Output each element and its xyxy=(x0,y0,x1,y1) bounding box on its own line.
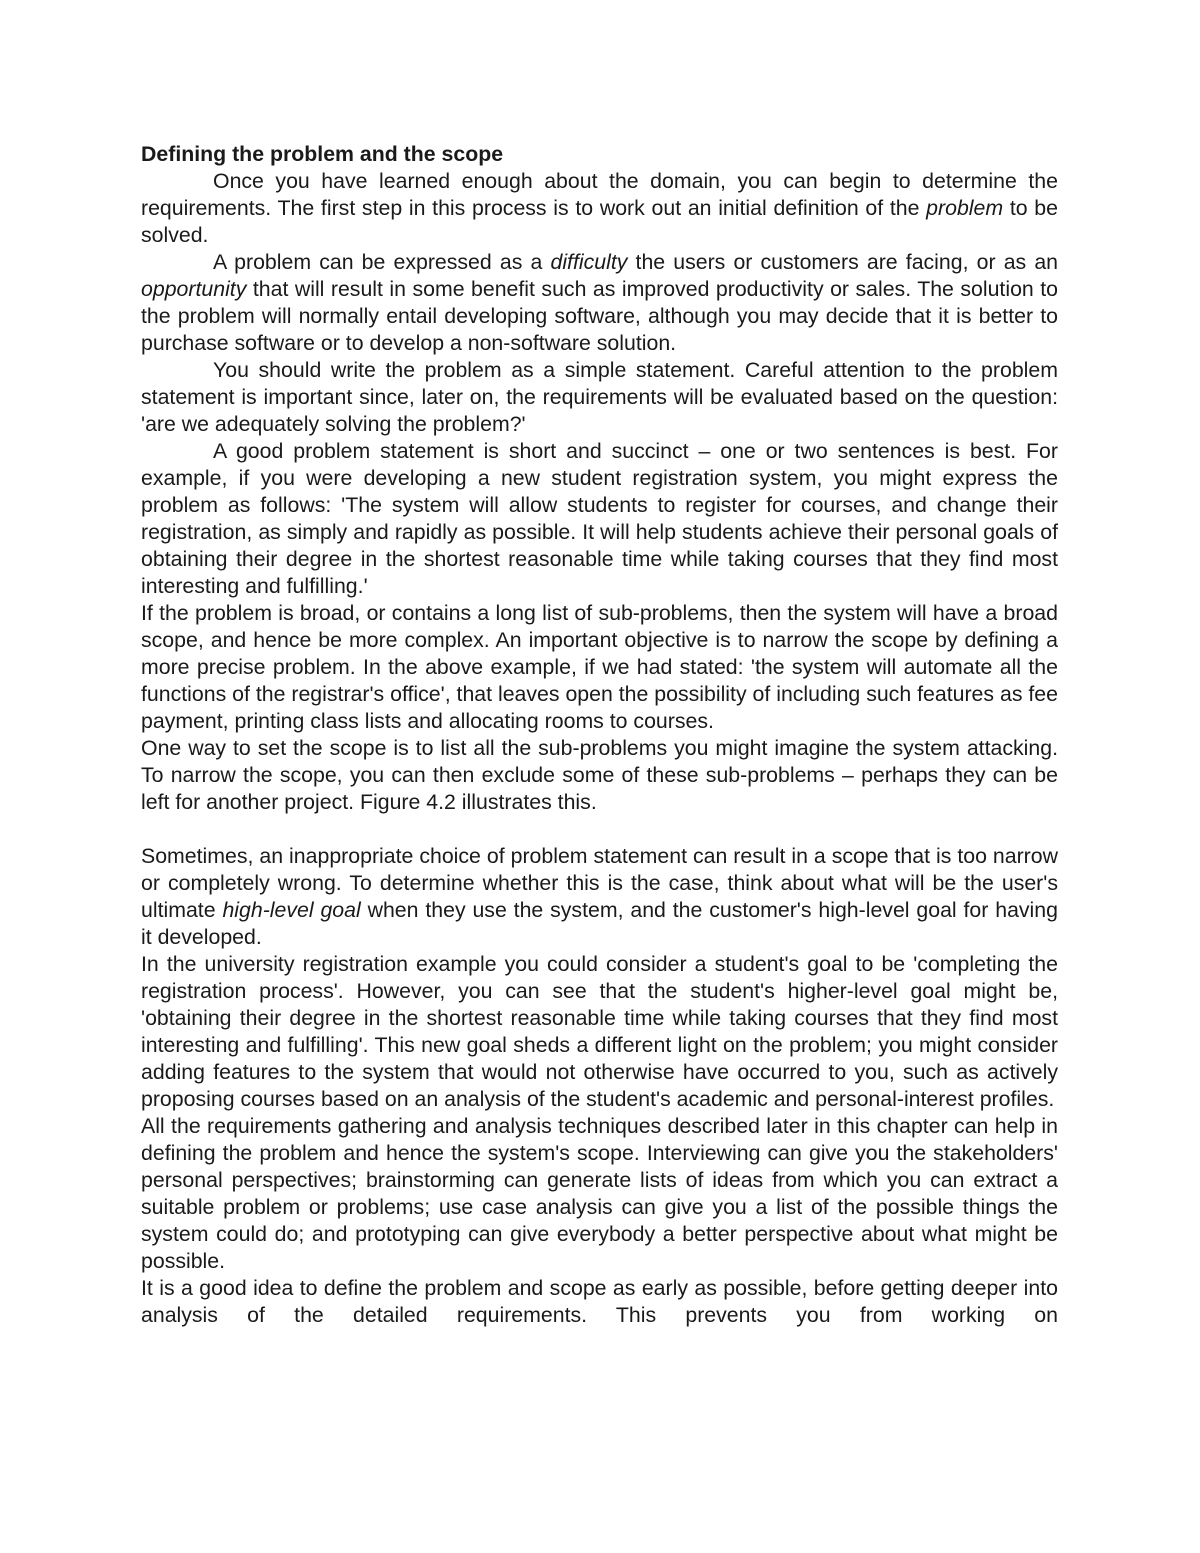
section-heading: Defining the problem and the scope xyxy=(141,142,504,166)
paragraph-1-emphasis: problem xyxy=(926,196,1004,220)
paragraph-2-text-b: the users or customers are facing, or as an xyxy=(627,250,1059,274)
paragraph-2-emphasis-2: opportunity xyxy=(141,277,247,301)
document-page xyxy=(141,141,1058,1329)
paragraph-2-text-c: that will result in some benefit such as improved productivity or sales. The solution to the problem will normally entail developing software, although you may decide that it is better to purchase software or to develop a non-software solution. xyxy=(141,277,1058,355)
paragraph-3: You should write the problem as a simple statement. Careful attention to the problem statement is important since, later on, the requirements will be evaluated based on the question: 'are we adequately solving the problem?' xyxy=(141,358,1058,436)
paragraph-1-text-b: to be solved. xyxy=(141,196,1058,247)
paragraph-2-emphasis-1: difficulty xyxy=(550,250,628,274)
paragraph-2-text-a: A problem can be expressed as a xyxy=(213,250,551,274)
paragraph-10: It is a good idea to define the problem and scope as early as possible, before getting deeper into analysis of the detailed requirements. This prevents you from working on xyxy=(141,1276,1058,1327)
paragraph-7-text-a: Sometimes, an inappropriate choice of problem statement can result in a scope that is too narrow or completely wrong. To determine whether this is the case, think about what will be the user's ultimate xyxy=(141,844,1058,922)
paragraph-7 xyxy=(141,843,1058,951)
paragraph-1-text-a: Once you have learned enough about the domain, you can begin to determine the requirements. The first step in this process is to work out an initial definition of the xyxy=(141,169,1058,220)
paragraph-7-text-b: when they use the system, and the customer's high-level goal for having it developed. xyxy=(141,898,1058,949)
paragraph-4: A good problem statement is short and succinct – one or two sentences is best. For example, if you were developing a new student registration system, you might express the problem as follows: 'The system will allow students to register for courses, and change their registration, as simply and rapidly as possible. It will help students achieve their personal goals of obtaining their degree in the shortest reasonable time while taking courses that they find most interesting and fulfilling.' xyxy=(141,439,1058,598)
paragraph-7-emphasis: high-level goal xyxy=(222,898,361,922)
paragraph-6: One way to set the scope is to list all the sub-problems you might imagine the system attacking. To narrow the scope, you can then exclude some of these sub-problems – perhaps they can be left for another project. Figure 4.2 illustrates this. xyxy=(141,736,1058,814)
paragraph-9: All the requirements gathering and analysis techniques described later in this chapter can help in defining the problem and hence the system's scope. Interviewing can give you the stakeholders' personal perspectives; brainstorming can generate lists of ideas from which you can extract a suitable problem or problems; use case analysis can give you a list of the possible things the system could do; and prototyping can give everybody a better perspective about what might be possible. xyxy=(141,1114,1058,1273)
paragraph-5: If the problem is broad, or contains a long list of sub-problems, then the system will have a broad scope, and hence be more complex. An important objective is to narrow the scope by defining a more precise problem. In the above example, if we had stated: 'the system will automate all the functions of the registrar's office', that leaves open the possibility of including such features as fee payment, printing class lists and allocating rooms to courses. xyxy=(141,601,1058,733)
paragraph-1 xyxy=(141,168,1058,249)
blank-line xyxy=(141,816,1058,843)
paragraph-2 xyxy=(141,249,1058,357)
paragraph-8: In the university registration example you could consider a student's goal to be 'completing the registration process'. However, you can see that the student's higher-level goal might be, 'obtaining their degree in the shortest reasonable time while taking courses that they find most interesting and fulfilling'. This new goal sheds a different light on the problem; you might consider adding features to the system that would not otherwise have occurred to you, such as actively proposing courses based on an analysis of the student's academic and personal-interest profiles. xyxy=(141,952,1058,1111)
